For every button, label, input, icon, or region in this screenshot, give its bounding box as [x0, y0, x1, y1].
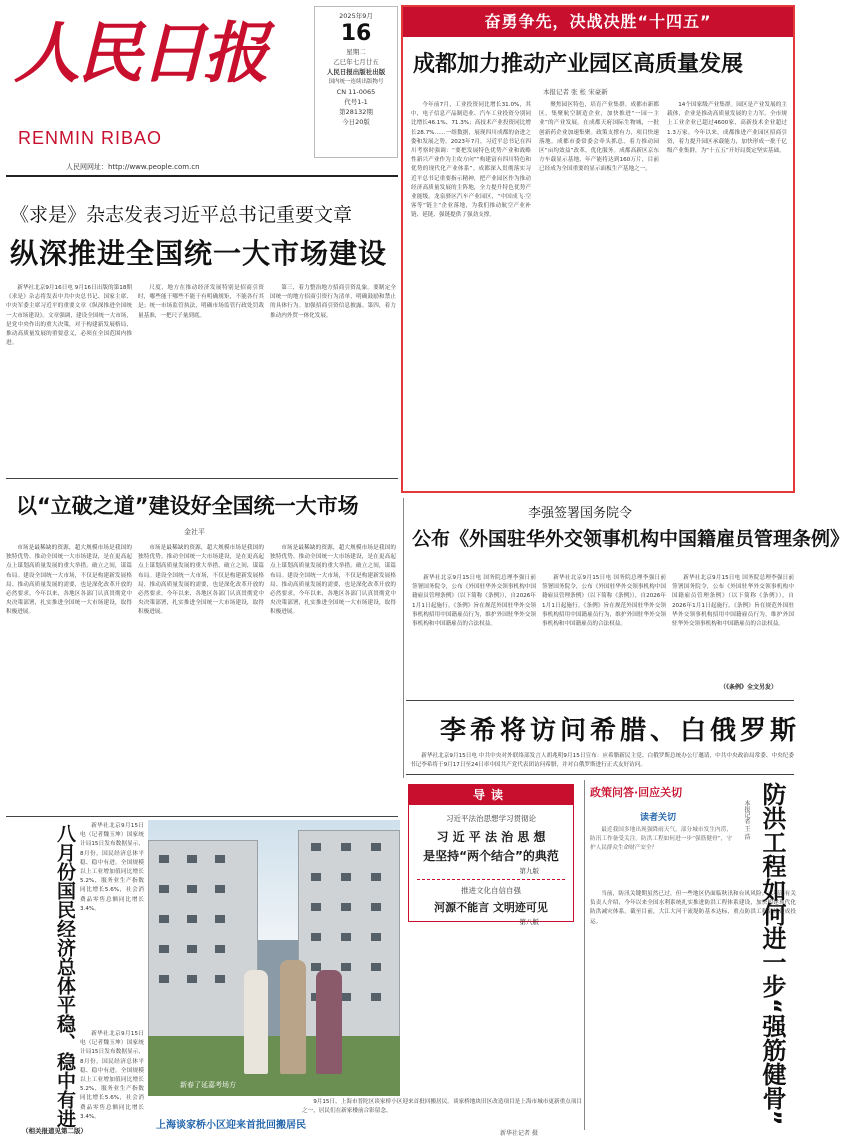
photo-person: [244, 970, 268, 1074]
premier-headline[interactable]: 公布《外国驻华外交领事机构中国籍雇员管理条例》: [412, 528, 849, 550]
featured-section: [401, 5, 795, 493]
economy-col-1: 新华社北京9月15日电（记者魏玉坤）国家统计局15日发布数据显示，8月份，国民经济总体平稳、稳中有进。全国规模以上工业增加值同比增长5.2%，服务业生产指数同比增长5.6%，社会消费品零售总额同比增长3.4%。: [80, 823, 144, 912]
qiushi-col-3: 第三，着力整治地方招商引资乱象。要制定全国统一的地方招商引资行为清单，明确鼓励和禁止的具体行为。加强招商引资信息披露。第四，着力推动内外贸一体化发展。: [270, 285, 396, 319]
divider: [6, 816, 398, 817]
policy-lead: 最近我国多地出现强降雨天气，部分城市发生内涝，防汛工作备受关注。防洪工程如何进一步“强筋健骨”，守护人民群众生命财产安全？: [590, 827, 732, 852]
guide-item1-title-line1[interactable]: 习 近 平 法 治 思 想: [436, 830, 546, 844]
issue-info-box: [314, 6, 398, 158]
campaign-banner: 奋勇争先，决战决胜“十四五”: [403, 7, 793, 37]
column-separator: [584, 780, 585, 1130]
lipo-col-2: 市场是最稀缺的资源，超大规模市场是我国的独特优势。推动全国统一大市场建设，是在更高起点上谋划高质量发展的重大举措。破立之间，谋篇布局。建设全国统一大市场，不仅是构建新发展格局、推动高质量发展的需要，也是深化改革开放的必然要求。今年以来，各地区各部门认真贯彻党中央决策部署，扎实推进全国统一大市场建设，取得积极进展。: [138, 545, 264, 616]
issue-date-month: 2025年9月: [339, 12, 373, 20]
newspaper-logo: 人民日报: [14, 14, 266, 92]
qiushi-kicker[interactable]: 《求是》杂志发表习近平总书记重要文章: [10, 204, 353, 226]
guide-title: 导读: [409, 785, 573, 805]
photo-caption-title: 上海谈家桥小区迎来首批回搬居民: [156, 1120, 306, 1131]
masthead: [0, 0, 400, 175]
premier-col-1: 新华社北京9月15日电 国务院总理李强日前签署国务院令，公布《外国驻华外交领事机构中国籍雇员管理条例》（以下简称《条例》），自2026年1月1日起施行。《条例》旨在规范外国驻华外交领事机构招用中国籍雇员行为，维护外国驻华外交领事机构和中国籍雇员的合法权益。: [412, 575, 536, 628]
economy-link[interactable]: （相关报道见第二版）: [22, 1127, 87, 1135]
photo-person: [316, 970, 342, 1074]
photo-building: [148, 840, 258, 1040]
featured-headline[interactable]: 成都加力推动产业园区高质量发展: [413, 52, 744, 77]
featured-col-3: 14个国家级产业集群。园区是产业发展的主载体，企业是推动高质量发展的主力军。全市规上工业企业已超过4600家，高新技术企业超过1.3万家。今年以来，成都推进产业园区招商引资，着力提升园区承载能力，加快形成一批千亿级产业集群，为“十五五”开好局奠定坚实基础。: [667, 102, 787, 155]
publisher: 人民日报出版社出版: [326, 68, 386, 76]
guide-box: [408, 784, 574, 926]
column-separator: [403, 498, 404, 778]
guide-item2-title[interactable]: 河源不能言 文明迹可见: [434, 901, 548, 914]
website-line[interactable]: 人民网网址：http://www.people.com.cn: [66, 163, 200, 171]
economy-col-2: 新华社北京9月15日电（记者魏玉坤）国家统计局15日发布数据显示，8月份，国民经济总体平稳、稳中有进。全国规模以上工业增加值同比增长5.2%，服务业生产指数同比增长5.6%，社会消费品零售总额同比增长3.4%。: [80, 1031, 144, 1120]
qiushi-col-1: 新华社北京9月16日电 9月16日出版的第18期《求是》杂志将发表中共中央总书记、国家主席、中央军委主席习近平的重要文章《纵深推进全国统一大市场建设》。文章强调，建设全国统一大市场，是党中央作出的重大决策，对于构建新发展格局、推动高质量发展的重要意义，必须在全国范围内推进。: [6, 285, 132, 347]
policy-column: 读者关切: [640, 813, 677, 823]
visit-headline[interactable]: 李希将访问希腊、白俄罗斯: [440, 716, 801, 746]
premier-col-3: 新华社北京9月15日电 国务院总理李强日前签署国务院令，公布《外国驻华外交领事机构中国籍雇员管理条例》（以下简称《条例》），自2026年1月1日起施行。《条例》旨在规范外国驻华外交领事机构招用中国籍雇员行为，维护外国驻华外交领事机构和中国籍雇员的合法权益。: [672, 575, 794, 628]
divider: [406, 774, 794, 775]
lipo-headline[interactable]: 以“立破之道”建设好全国统一大市场: [16, 494, 359, 518]
featured-byline: 本报记者 张 枨 宋豪新: [543, 88, 608, 96]
cn-number: CN 11-0065: [336, 88, 376, 96]
issue-weekday: 星期二: [346, 48, 366, 56]
qiushi-col-2: 尺度，地方在推动经济发展特别是招商引资时，哪些能干哪些不能干有明确规矩，不能各行其是；统一市场监管执法，明确市场监管行政处罚裁量基准，一把尺子量到底。: [138, 285, 264, 319]
photo-section-label: 新春了延嘉考场方: [180, 1081, 236, 1089]
lipo-col-3: 市场是最稀缺的资源，超大规模市场是我国的独特优势。推动全国统一大市场建设，是在更高起点上谋划高质量发展的重大举措。破立之间，谋篇布局。建设全国统一大市场，不仅是构建新发展格局、推动高质量发展的需要，也是深化改革开放的必然要求。今年以来，各地区各部门认真贯彻党中央决策部署，扎实推进全国统一大市场建设，取得积极进展。: [270, 545, 396, 616]
lipo-col-1: 市场是最稀缺的资源，超大规模市场是我国的独特优势。推动全国统一大市场建设，是在更高起点上谋划高质量发展的重大举措。破立之间，谋篇布局。建设全国统一大市场，不仅是构建新发展格局、推动高质量发展的需要，也是深化改革开放的必然要求。今年以来，各地区各部门认真贯彻党中央决策部署，扎实推进全国统一大市场建设，取得积极进展。: [6, 545, 132, 616]
divider: [406, 700, 794, 701]
photo-person: [280, 960, 306, 1074]
guide-item1-page[interactable]: 第九版: [519, 867, 539, 875]
featured-col-1: 今年前7月，工业投资同比增长31.0%，其中，电子信息产品制造业、汽车工业投资分别同比增长46.1%、71.3%；高技术产业投资同比增长28.7%……一组数据，展现四川成都的奋进之姿和发展之势。2023年7月，习近平总书记在四川考察时强调：“要把发展特色优势产业和战略性新兴产业作为主攻方向”“构建富有四川特色和优势的现代化产业体系”。成都深入贯彻落实习近平总书记重要指示精神，把产业园区作为推动经济高质量发展的主阵地，全力提升特色优势产业能级。龙泉驿区汽车产业园区，“中国成飞·空客等”链主“企业落地，为我们推动航空产业补链、延链、强链提供了强劲支撑。: [411, 102, 531, 219]
news-photo: [148, 820, 400, 1096]
newspaper-logo-english: RENMIN RIBAO: [18, 128, 163, 148]
policy-vertical-title[interactable]: 防洪工程如何进一步“强筋健骨”: [758, 782, 786, 1126]
divider: [6, 478, 398, 479]
photo-building: [298, 830, 400, 1040]
guide-item2-page[interactable]: 第八版: [519, 918, 539, 926]
cn-label: 国内统一连续出版物号: [328, 79, 384, 85]
photo-caption: 9月15日，上海市普陀区谈家桥小区迎来首批回搬居民。谈家桥地块旧区改造项目是上海市城市更新重点项目之一，居民们在新家楼前合影留念。: [302, 1099, 582, 1115]
guide-item1-kicker: 习近平法治思想学习贯彻论: [446, 814, 536, 823]
masthead-divider: [6, 175, 398, 177]
policy-body: 当前，防汛关键期虽然已过，但一些地区仍面临秋汛和台风风险。水利部有关负责人介绍，今年以来全国水利系统扎实推进防洪工程体系建设，加快构建现代化防洪减灾体系。截至目前，大江大河干流堤防基本达标，重点防洪工程陆续建成投运。: [590, 891, 796, 925]
featured-col-2: 聚焦园区特色，培育产业集群。成都市新都区，集聚航空制造企业，加快推进“一园一主业”的产业发展。在成都天府国际生物城，一批创新药企业加速集聚。政策支撑有力，项目快速落地。成都市委常委会牵头抓总，着力推动园区“亩均效益”改革，优化服务。成都高新区京东方车载显示基地，年产能将达到160万片，目前已经成为全国重要的显示面板生产基地之一。: [539, 102, 659, 173]
economy-vertical-title[interactable]: 八月份国民经济总体平稳、稳中有进: [54, 824, 76, 1128]
visit-text: 新华社北京9月15日电 中共中央对外联络部发言人胡兆明9月15日宣布：应希腊新民主党、白俄罗斯总统办公厅邀请，中共中央政治局常委、中央纪委书记李希将于9月17日至24日率中国共产党代表团访问希腊，并对白俄罗斯进行正式友好访问。: [410, 753, 794, 769]
issue-lunar-date: 乙巳年七月廿五: [333, 58, 379, 66]
issue-day: 16: [340, 21, 372, 46]
issue-number: 第28132期: [339, 108, 373, 116]
guide-item1-title-line2[interactable]: 是坚持“两个结合”的典范: [423, 849, 559, 863]
lipo-author: 金社平: [184, 528, 205, 536]
policy-reporter: 本报记者 王 浩: [743, 800, 750, 840]
policy-tag: 政策问答·回应关切: [590, 786, 683, 799]
qiushi-headline[interactable]: 纵深推进全国统一大市场建设: [10, 237, 388, 270]
page-count: 今日20版: [342, 118, 370, 126]
premier-note: （《条例》全文另发）: [720, 684, 778, 691]
guide-item2-kicker: 推进文化自信自强: [461, 886, 521, 895]
photo-credit: 新华社记者 摄: [500, 1130, 538, 1137]
premier-col-2: 新华社北京9月15日电 国务院总理李强日前签署国务院令，公布《外国驻华外交领事机构中国籍雇员管理条例》（以下简称《条例》），自2026年1月1日起施行。《条例》旨在规范外国驻华外交领事机构招用中国籍雇员行为，维护外国驻华外交领事机构和中国籍雇员的合法权益。: [542, 575, 666, 628]
premier-kicker[interactable]: 李强签署国务院令: [528, 506, 633, 521]
daihao: 代号1-1: [344, 98, 368, 106]
